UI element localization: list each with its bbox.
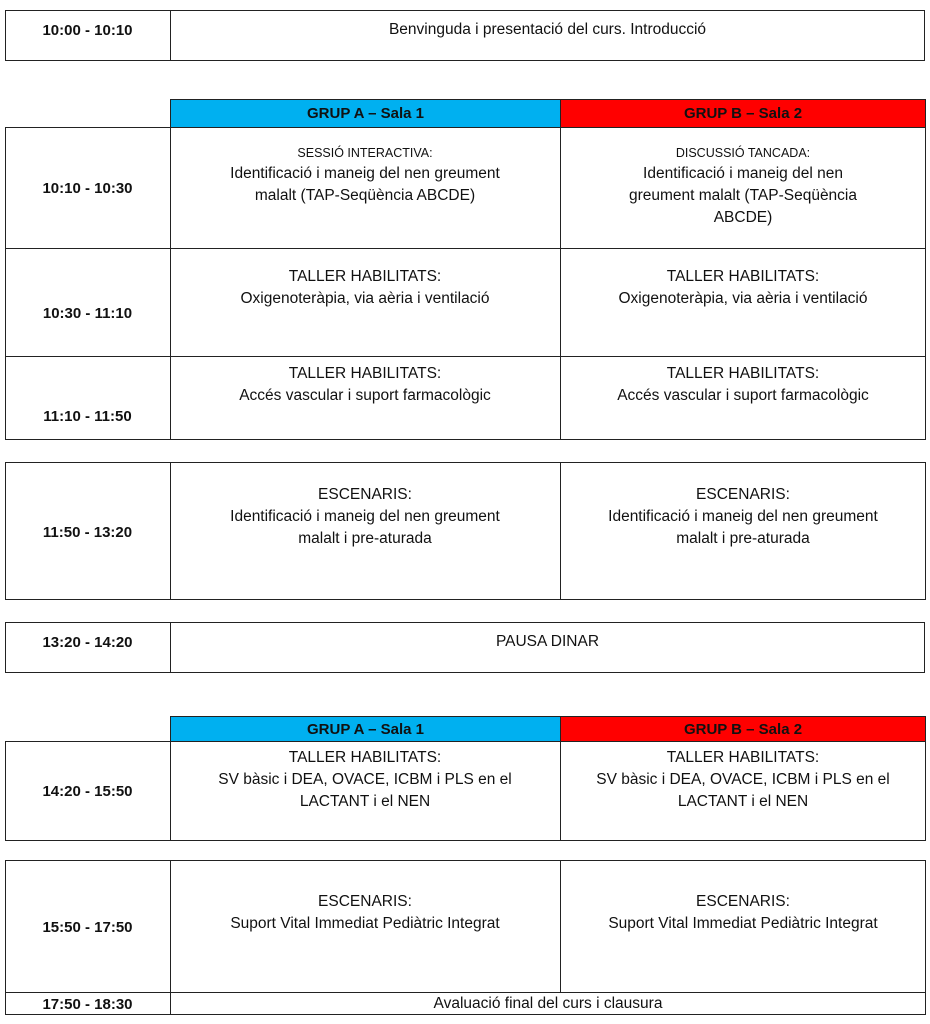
session-cell-a	[170, 363, 560, 407]
divider	[5, 248, 926, 249]
row-time: 10:30 - 11:10	[42, 304, 133, 322]
group-a-header: GRUP A – Sala 1	[170, 99, 561, 128]
session-cell-b	[560, 891, 926, 935]
lunch-time: 13:20 - 14:20	[42, 634, 133, 651]
session-line: Oxigenoteràpia, via aèria i ventilació	[618, 290, 868, 307]
session-line: greument malalt (TAP-Seqüència	[628, 187, 857, 204]
session-line: ABCDE)	[713, 209, 773, 226]
session-line: LACTANT i el NEN	[299, 793, 431, 810]
session-line: LACTANT i el NEN	[677, 793, 809, 810]
session-line: malalt (TAP-Seqüència ABCDE)	[254, 187, 476, 204]
session-line: Suport Vital Immediat Pediàtric Integrat	[230, 915, 500, 932]
row-time: 15:50 - 17:50	[42, 918, 133, 936]
session-line: Accés vascular i suport farmacològic	[617, 387, 869, 404]
session-cell-b	[560, 747, 926, 813]
session-line: SV bàsic i DEA, OVACE, ICBM i PLS en el	[218, 771, 512, 788]
session-line: Identificació i maneig del nen greument	[230, 508, 500, 525]
session-cell-a	[170, 266, 560, 310]
row-time: 10:10 - 10:30	[42, 179, 133, 197]
session-cell-a	[170, 143, 560, 207]
session-line: TALLER HABILITATS:	[666, 365, 820, 382]
session-line: Accés vascular i suport farmacològic	[239, 387, 491, 404]
session-line: TALLER HABILITATS:	[666, 268, 820, 285]
session-line: SV bàsic i DEA, OVACE, ICBM i PLS en el	[596, 771, 890, 788]
session-line: Identificació i maneig del nen	[643, 165, 843, 182]
session-type: SESSIÓ INTERACTIVA:	[297, 146, 433, 160]
session-line: TALLER HABILITATS:	[288, 268, 442, 285]
session-cell-a	[170, 484, 560, 550]
closing-text: Avaluació final del curs i clausura	[433, 995, 663, 1012]
session-line: ESCENARIS:	[318, 893, 412, 910]
closing-time: 17:50 - 18:30	[42, 995, 133, 1013]
session-line: Identificació i maneig del nen greument	[608, 508, 878, 525]
session-line: Suport Vital Immediat Pediàtric Integrat	[608, 915, 878, 932]
intro-text: Benvinguda i presentació del curs. Introducció	[388, 21, 707, 38]
session-cell-b	[560, 484, 926, 550]
session-cell-a	[170, 891, 560, 935]
session-line: ESCENARIS:	[318, 486, 412, 503]
session-type: DISCUSSIÓ TANCADA:	[675, 146, 811, 160]
session-line: TALLER HABILITATS:	[288, 365, 442, 382]
session-line: malalt i pre-aturada	[676, 530, 810, 547]
session-line: Oxigenoteràpia, via aèria i ventilació	[240, 290, 490, 307]
session-line: Identificació i maneig del nen greument	[230, 165, 500, 182]
group-b-header: GRUP B – Sala 2	[560, 99, 926, 128]
session-cell-b	[560, 266, 926, 310]
session-cell-b	[560, 363, 926, 407]
session-line: TALLER HABILITATS:	[666, 749, 820, 766]
intro-time: 10:00 - 10:10	[42, 22, 133, 39]
divider	[5, 356, 926, 357]
session-line: TALLER HABILITATS:	[288, 749, 442, 766]
row-time: 11:10 - 11:50	[43, 407, 132, 425]
session-cell-a	[170, 747, 560, 813]
row-time: 11:50 - 13:20	[42, 523, 133, 541]
session-line: malalt i pre-aturada	[298, 530, 432, 547]
session-line: ESCENARIS:	[696, 486, 790, 503]
row-time: 14:20 - 15:50	[42, 782, 133, 800]
lunch-text: PAUSA DINAR	[495, 633, 600, 650]
session-cell-b	[560, 143, 926, 229]
session-line: ESCENARIS:	[696, 893, 790, 910]
group-b-header: GRUP B – Sala 2	[560, 716, 926, 742]
group-a-header: GRUP A – Sala 1	[170, 716, 561, 742]
